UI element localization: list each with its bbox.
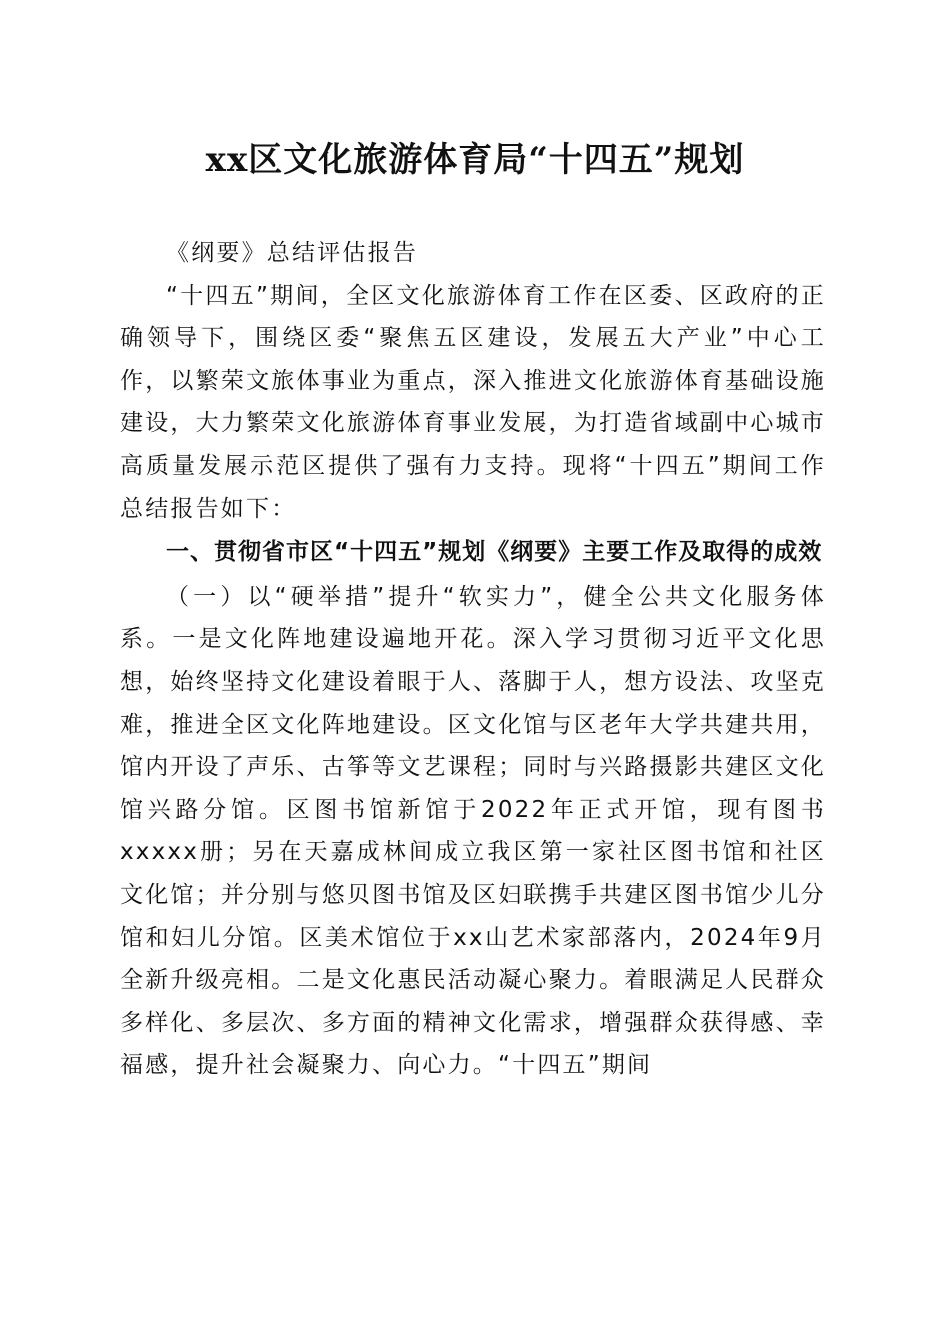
section-paragraph: （一）以“硬举措”提升“软实力”，健全公共文化服务体系。一是文化阵地建设遍地开花。深入学习贯彻习近平文化思想，始终坚持文化建设着眼于人、落脚于人，想方设法、攻坚克难，推进全区文化阵地建设。区文化馆与区老年大学共建共用，馆内开设了声乐、古筝等文艺课程；同时与兴路摄影共建区文化馆兴路分馆。区图书馆新馆于2022年正式开馆，现有图书xxxxx册；另在天嘉成林间成立我区第一家社区图书馆和社区文化馆；并分别与悠贝图书馆及区妇联携手共建区图书馆少儿分馆和妇儿分馆。区美术馆位于xx山艺术家部落内，2024年9月全新升级亮相。二是文化惠民活动凝心聚力。着眼满足人民群众多样化、多层次、多方面的精神文化需求，增强群众获得感、幸福感，提升社会凝聚力、向心力。“十四五”期间 [120,583,826,1079]
document-title: xx区文化旅游体育局“十四五”规划 [205,140,745,180]
report-subtitle-paragraph: 《纲要》总结评估报告 [166,240,418,266]
document-body [120,232,826,1087]
section-heading: 一、贯彻省市区“十四五”规划《纲要》主要工作及取得的成效 [166,539,823,566]
intro-paragraph: “十四五”期间，全区文化旅游体育工作在区委、区政府的正确领导下，围绕区委“聚焦五区建设，发展五大产业”中心工作，以繁荣文旅体事业为重点，深入推进文化旅游体育基础设施建设，大力繁荣文化旅游体育事业发展，为打造省域副中心城市高质量发展示范区提供了强有力支持。现将“十四五”期间工作总结报告如下： [120,282,826,522]
